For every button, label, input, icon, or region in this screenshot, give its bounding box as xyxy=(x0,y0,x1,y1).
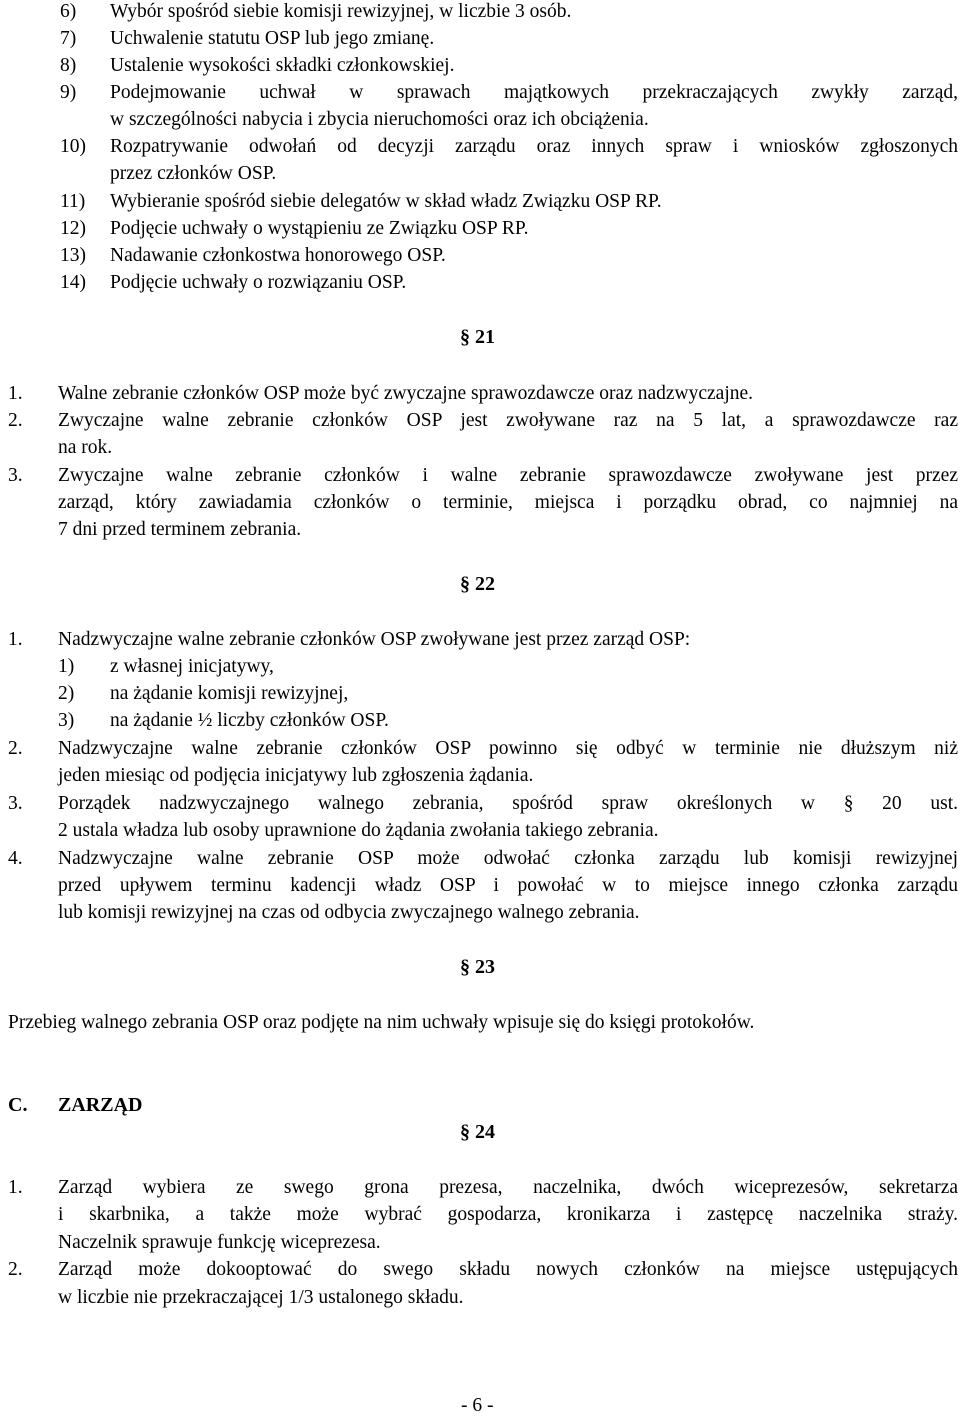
list-item-text: Nadawanie członkostwa honorowego OSP. xyxy=(110,245,446,266)
list-item-text: Podjęcie uchwały o rozwiązaniu OSP. xyxy=(110,272,407,293)
list-item-text: na żądanie ½ liczby członków OSP. xyxy=(110,710,389,731)
paragraph-line: lub komisji rewizyjnej na czas od odbycia zwyczajnego walnego zebrania. xyxy=(58,902,640,923)
list-item-text: Uchwalenie statutu OSP lub jego zmianę. xyxy=(110,28,435,49)
paragraph-line: przed upływem terminu kadencji władz OSP i powołać w to miejsce innego członka zarządu xyxy=(58,875,958,896)
item-number: 2. xyxy=(8,738,23,759)
paragraph-line: Porządek nadzwyczajnego walnego zebrania, spośród spraw określonych w § 20 ust. xyxy=(58,793,958,814)
list-item-text: Ustalenie wysokości składki członkowskiej. xyxy=(110,55,455,76)
section-heading: § 22 xyxy=(460,573,495,595)
list-number: 1) xyxy=(58,656,75,677)
list-number: 11) xyxy=(60,191,86,212)
item-number: 2. xyxy=(8,410,23,431)
section-heading: § 24 xyxy=(460,1121,495,1143)
item-number: 1. xyxy=(8,629,23,650)
item-number: 4. xyxy=(8,848,23,869)
list-item-text: z własnej inicjatywy, xyxy=(110,656,274,677)
list-number: 7) xyxy=(60,28,77,49)
section-heading: § 21 xyxy=(460,326,495,348)
paragraph-line: 7 dni przed terminem zebrania. xyxy=(58,519,302,540)
paragraph-line: Naczelnik sprawuje funkcję wiceprezesa. xyxy=(58,1232,381,1253)
paragraph-line: Walne zebranie członków OSP może być zwyczajne sprawozdawcze oraz nadzwyczajne. xyxy=(58,383,754,404)
paragraph-line: Nadzwyczajne walne zebranie członków OSP powinno się odbyć w terminie nie dłuższym niż xyxy=(58,738,958,759)
item-number: 3. xyxy=(8,793,23,814)
paragraph-line: Zarząd wybiera ze swego grona prezesa, naczelnika, dwóch wiceprezesów, sekretarza xyxy=(58,1177,958,1198)
paragraph-line: 2 ustala władza lub osoby uprawnione do żądania zwołania takiego zebrania. xyxy=(58,820,659,841)
list-item-text: Podejmowanie uchwał w sprawach majątkowych przekraczających zwykły zarząd, xyxy=(110,82,958,103)
list-number: 8) xyxy=(60,55,77,76)
paragraph-line: na rok. xyxy=(58,437,113,458)
list-number: 10) xyxy=(60,136,86,157)
paragraph-line: Zarząd może dokooptować do swego składu nowych członków na miejsce ustępujących xyxy=(58,1259,958,1280)
paragraph-line: Zwyczajne walne zebranie członków OSP jest zwoływane raz na 5 lat, a sprawozdawcze raz xyxy=(58,410,958,431)
item-number: 3. xyxy=(8,465,23,486)
item-number: 2. xyxy=(8,1259,23,1280)
list-number: 3) xyxy=(58,710,75,731)
list-number: 14) xyxy=(60,272,86,293)
list-number: 6) xyxy=(60,1,77,22)
list-item-text: Podjęcie uchwały o wystąpieniu ze Związku OSP RP. xyxy=(110,218,529,239)
paragraph-line: Nadzwyczajne walne zebranie OSP może odwołać członka zarządu lub komisji rewizyjnej xyxy=(58,848,958,869)
list-item-text: Wybieranie spośród siebie delegatów w skład władz Związku OSP RP. xyxy=(110,191,662,212)
chapter-title: ZARZĄD xyxy=(58,1094,143,1116)
list-number: 2) xyxy=(58,683,75,704)
paragraph-line: jeden miesiąc od podjęcia inicjatywy lub zgłoszenia żądania. xyxy=(58,765,534,786)
list-number: 12) xyxy=(60,218,86,239)
list-item-text: w szczególności nabycia i zbycia nieruchomości oraz ich obciążenia. xyxy=(110,109,649,130)
list-item-text: na żądanie komisji rewizyjnej, xyxy=(110,683,349,704)
section-heading: § 23 xyxy=(460,956,495,978)
paragraph-line: i skarbnika, a także może wybrać gospodarza, kronikarza i zastępcę naczelnika straży. xyxy=(58,1204,958,1225)
list-number: 13) xyxy=(60,245,86,266)
item-number: 1. xyxy=(8,383,23,404)
list-number: 9) xyxy=(60,82,77,103)
paragraph-line: Zwyczajne walne zebranie członków i walne zebranie sprawozdawcze zwoływane jest przez xyxy=(58,465,958,486)
list-item-text: Rozpatrywanie odwołań od decyzji zarządu oraz innych spraw i wniosków zgłoszonych xyxy=(110,136,958,157)
chapter-letter: C. xyxy=(8,1094,28,1116)
paragraph-line: Nadzwyczajne walne zebranie członków OSP zwoływane jest przez zarząd OSP: xyxy=(58,629,691,650)
paragraph-line: zarząd, który zawiadamia członków o terminie, miejsca i porządku obrad, co najmniej na xyxy=(58,492,958,513)
item-number: 1. xyxy=(8,1177,23,1198)
list-item-text: Wybór spośród siebie komisji rewizyjnej, w liczbie 3 osób. xyxy=(110,1,572,22)
paragraph-line: Przebieg walnego zebrania OSP oraz podjęte na nim uchwały wpisuje się do księgi protokołów. xyxy=(8,1012,755,1033)
list-item-text: przez członków OSP. xyxy=(110,163,277,184)
paragraph-line: w liczbie nie przekraczającej 1/3 ustalonego składu. xyxy=(58,1287,464,1308)
page-number: - 6 - xyxy=(461,1395,494,1416)
